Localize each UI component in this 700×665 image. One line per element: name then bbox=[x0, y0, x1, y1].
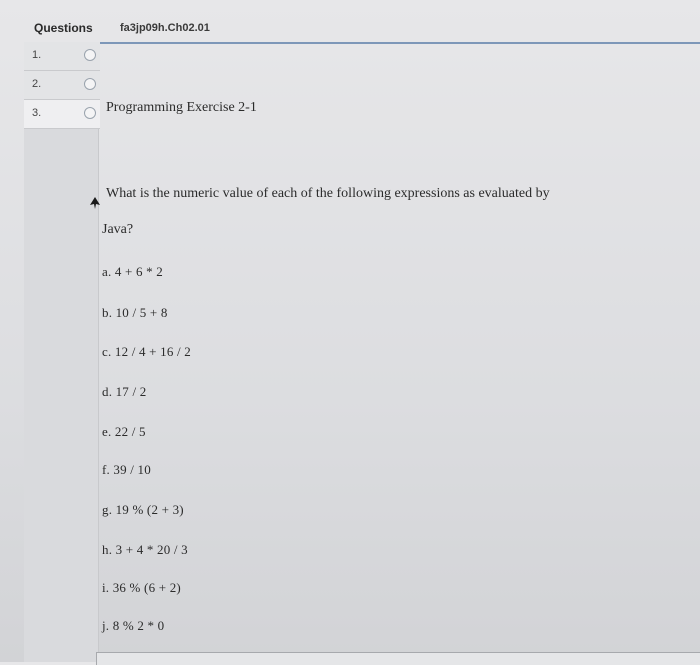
question-number: 2. bbox=[32, 78, 42, 90]
unanswered-status-icon bbox=[84, 49, 96, 61]
question-prompt: What is the numeric value of each of the following expressions as evaluated by bbox=[106, 186, 550, 201]
expression-item: a. 4 + 6 * 2 bbox=[102, 264, 164, 279]
question-number: 3. bbox=[32, 107, 42, 119]
expression-item: j. 8 % 2 * 0 bbox=[102, 618, 165, 633]
question-item-3[interactable] bbox=[24, 100, 100, 129]
expression-item: c. 12 / 4 + 16 / 2 bbox=[102, 344, 191, 359]
top-bar bbox=[24, 16, 700, 44]
questions-tab[interactable]: Questions bbox=[34, 21, 93, 35]
assignment-title: fa3jp09h.Ch02.01 bbox=[120, 22, 210, 34]
expression-item: f. 39 / 10 bbox=[102, 462, 151, 477]
expression-item: b. 10 / 5 + 8 bbox=[102, 305, 168, 320]
expression-item: i. 36 % (6 + 2) bbox=[102, 580, 181, 595]
expression-item: e. 22 / 5 bbox=[102, 424, 146, 439]
question-item-2[interactable] bbox=[24, 71, 100, 100]
expression-item: d. 17 / 2 bbox=[102, 384, 147, 399]
expression-item: h. 3 + 4 * 20 / 3 bbox=[102, 542, 188, 557]
unanswered-status-icon bbox=[84, 107, 96, 119]
mouse-cursor-icon bbox=[88, 196, 102, 210]
question-item-1[interactable] bbox=[24, 42, 100, 71]
question-list bbox=[24, 42, 99, 662]
question-number: 1. bbox=[32, 49, 42, 61]
exercise-heading: Programming Exercise 2-1 bbox=[106, 100, 257, 115]
question-prompt-continued: Java? bbox=[102, 222, 134, 237]
expression-item: g. 19 % (2 + 3) bbox=[102, 502, 184, 517]
answer-input-area[interactable] bbox=[96, 652, 700, 665]
unanswered-status-icon bbox=[84, 78, 96, 90]
